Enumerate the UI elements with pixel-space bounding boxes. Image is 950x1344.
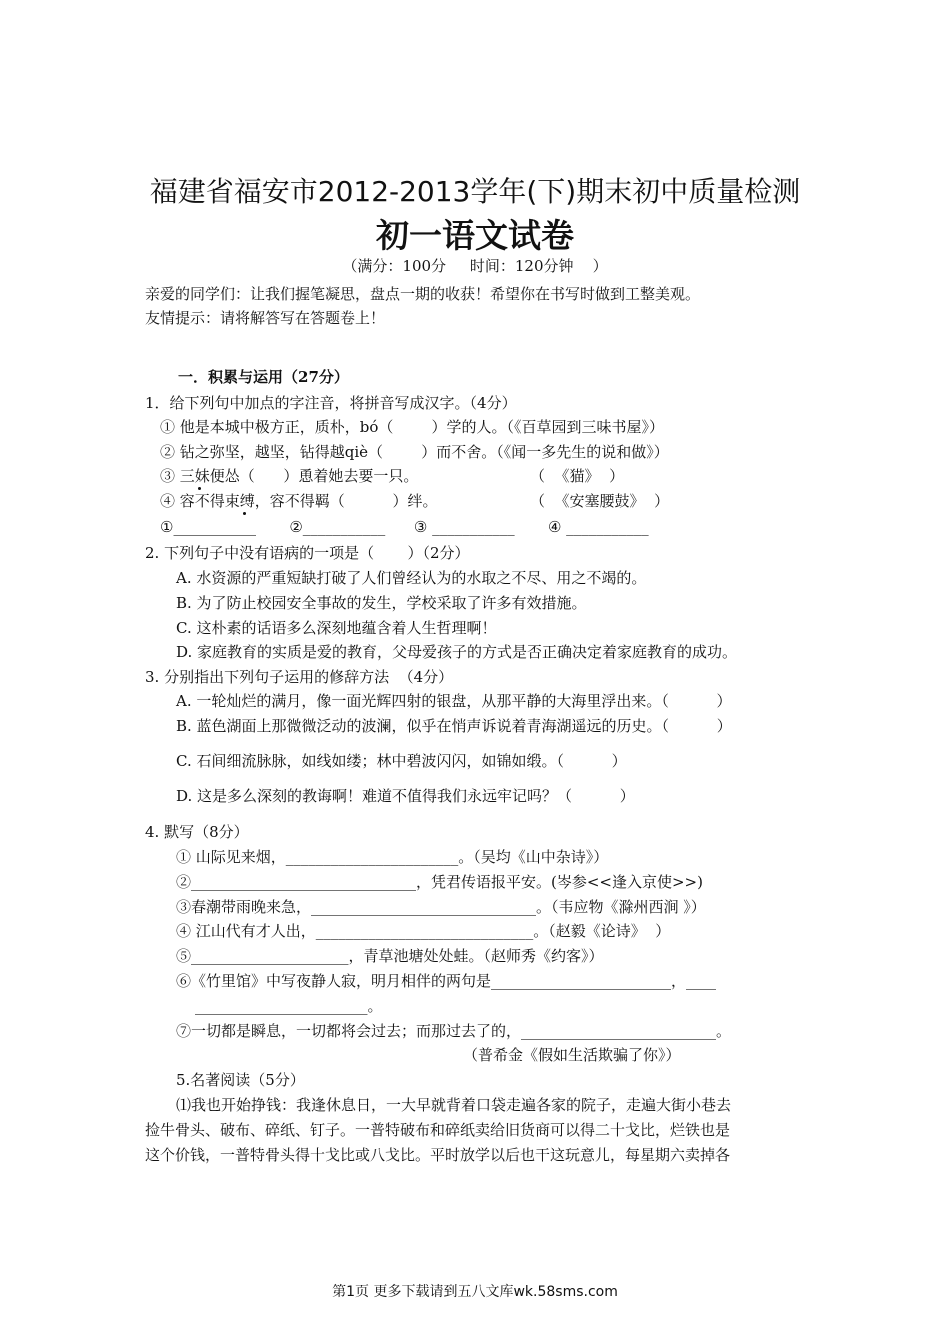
greeting-text: 亲爱的同学们：让我们握笔凝思，盘点一期的收获！希望你在书写时做到工整美观。: [145, 285, 701, 303]
dictation-line-4: ④ 江山代有才人出，_____________________________。（赵毅《论诗》 ）: [176, 922, 671, 940]
question-1-stem: 1．给下列句中加点的字注音，将拼音写成汉字。（4分）: [145, 394, 517, 412]
dictation-line-5: ⑤_____________________，青草池塘处处蛙。（赵师秀《约客》）: [176, 947, 604, 965]
question-1-item-4-source: （ 《安塞腰鼓》 ）: [530, 492, 670, 510]
question-2-option-b: B. 为了防止校园安全事故的发生，学校采取了许多有效措施。: [176, 594, 587, 612]
question-2-option-c: C. 这朴素的话语多么深刻地蕴含着人生哲理啊！: [176, 619, 497, 637]
page-footer: 第1页 更多下载请到五八文库wk.58sms.com: [332, 1284, 618, 1300]
answer-tip: 友情提示：请将解答写在答题卷上！: [145, 309, 386, 327]
exam-title-line1: 福建省福安市2012-2013学年(下)期末初中质量检测: [149, 175, 801, 208]
question-1-item-4: [160, 490, 437, 512]
question-3-stem: 3. 分别指出下列句子运用的修辞方法 （4分）: [145, 668, 454, 686]
section-heading: 一．积累与运用（27分）: [178, 368, 349, 386]
dictation-line-6: ⑥《竹里馆》中写夜静人寂，明月相伴的两句是________________________，____: [176, 972, 717, 990]
question-1-item-3-source: （ 《猫》 ）: [530, 467, 625, 485]
question-3-option-c: C. 石间细流脉脉，如线如缕；林中碧波闪闪，如锦如缎。（ ）: [176, 752, 627, 770]
question-1-item-3: [160, 465, 418, 487]
question-3-option-b: B. 蓝色湖面上那微微泛动的波澜，似乎在悄声诉说着青海湖遥远的历史。（ ）: [176, 717, 732, 735]
reading-passage-line-2: 捡牛骨头、破布、碎纸、钉子。一普特破布和碎纸卖给旧货商可以得二十戈比，烂铁也是: [145, 1121, 731, 1139]
dictation-line-1: ① 山际见来烟，_______________________。（吴均《山中杂诗》）: [176, 848, 609, 866]
item-4-text-after: （ ）绊。: [329, 492, 438, 510]
question-2-stem: 2. 下列句子中没有语病的一项是（ ）（2分）: [145, 544, 470, 562]
question-4-stem: 4. 默写（8分）: [145, 823, 249, 841]
reading-passage-line-3: 这个价钱，一普特骨头得十戈比或八戈比。平时放学以后也干这玩意儿，每星期六卖掉各: [145, 1146, 731, 1164]
exam-title-line2: 初一语文试卷: [376, 216, 574, 255]
item-3-text-after: （ ）恿着她去要一只。: [239, 467, 419, 485]
question-3-option-a: A. 一轮灿烂的满月，像一面光辉四射的银盘，从那平静的大海里浮出来。（ ）: [176, 692, 732, 710]
item-4-text-before: ④ 容不得束缚，容不得羁: [160, 492, 330, 510]
dictation-line-3: ③春潮带雨晚来急，______________________________。（韦应物《滁州西涧 》）: [176, 898, 706, 916]
question-1-answer-blanks: ①___________ ②___________ ③ ___________ ④ ___________: [160, 518, 649, 536]
dictation-line-7-source: （普希金《假如生活欺骗了你》）: [463, 1046, 681, 1064]
dictation-line-2: ②______________________________，凭君传语报平安。(岑参<<逢入京使>>): [176, 873, 703, 891]
question-1-item-1: ① 他是本城中极方正，质朴，bó（ ）学的人。（《百草园到三味书屋》）: [160, 418, 665, 436]
dictation-line-7: ⑦一切都是瞬息，一切都将会过去；而那过去了的，__________________________。: [176, 1022, 732, 1040]
question-2-option-a: A. 水资源的严重短缺打破了人们曾经认为的水取之不尽、用之不竭的。: [176, 569, 647, 587]
question-3-option-d: D. 这是多么深刻的教诲啊！难道不值得我们永远牢记吗？（ ）: [176, 787, 635, 805]
dictation-line-6-continued: _______________________。: [195, 997, 383, 1015]
question-5-stem: 5.名著阅读（5分）: [176, 1071, 305, 1089]
exam-info: （满分：100分 时间：120分钟 ）: [342, 257, 608, 275]
question-1-item-2: ② 钻之弥坚，越坚，钻得越qiè（ ）而不舍。（《闻一多先生的说和做》）: [160, 443, 669, 461]
item-3-text-before: ③ 三妹便怂: [160, 467, 240, 485]
question-2-option-d: D. 家庭教育的实质是爱的教育，父母爱孩子的方式是否正确决定着家庭教育的成功。: [176, 643, 738, 661]
reading-passage-line-1: ⑴我也开始挣钱：我逢休息日，一大早就背着口袋走遍各家的院子，走遍大街小巷去: [176, 1096, 732, 1114]
